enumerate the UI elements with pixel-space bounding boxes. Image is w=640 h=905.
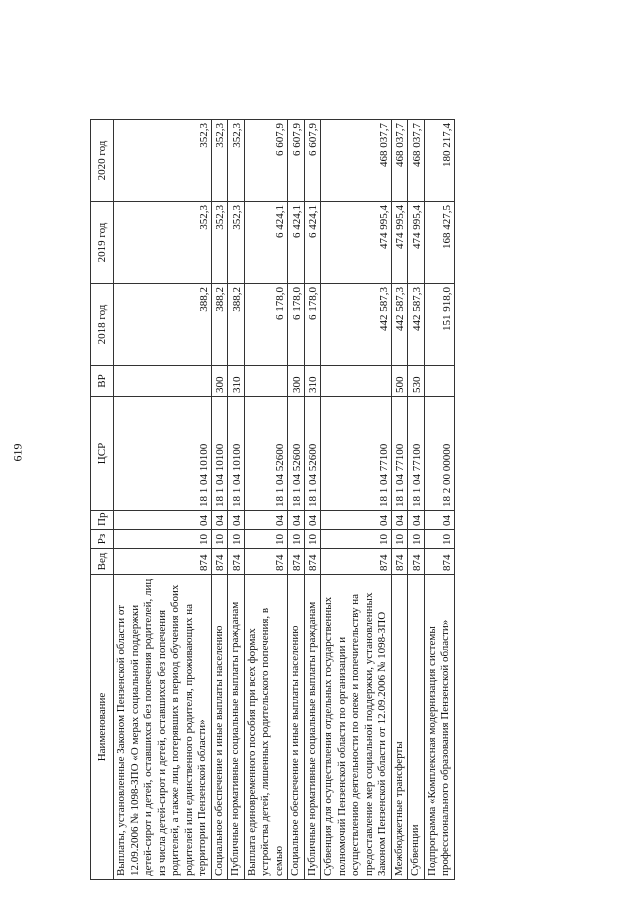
row-csr: 18 1 04 77100 — [321, 397, 392, 511]
row-value-2018: 442 587,3 — [321, 284, 392, 366]
row-name: Публичные нормативные социальные выплаты гражданам — [228, 575, 245, 880]
row-vr — [114, 366, 212, 397]
row-vr: 310 — [228, 366, 245, 397]
table-row — [228, 120, 245, 880]
row-name: Выплата единовременного пособия при всех формах устройства детей, лишенных родительского попечения, в семью — [244, 575, 288, 880]
row-name: Социальное обеспечение и иные выплаты населению — [288, 575, 305, 880]
row-vr — [424, 366, 454, 397]
row-csr: 18 1 04 77100 — [408, 397, 425, 511]
header-2020: 2020 год — [91, 120, 114, 202]
row-rz: 10 — [228, 530, 245, 549]
row-vr: 310 — [304, 366, 321, 397]
table-row — [304, 120, 321, 880]
header-name: Наименование — [91, 575, 114, 880]
row-rz: 10 — [244, 530, 288, 549]
row-pr: 04 — [321, 511, 392, 530]
header-2018: 2018 год — [91, 284, 114, 366]
header-ved: Вед — [91, 549, 114, 575]
row-ved: 874 — [391, 549, 408, 575]
row-ved: 874 — [408, 549, 425, 575]
row-value-2018: 442 587,3 — [408, 284, 425, 366]
row-vr: 500 — [391, 366, 408, 397]
row-rz: 10 — [211, 530, 228, 549]
row-value-2019: 6 424,1 — [244, 202, 288, 284]
row-name: Субвенции — [408, 575, 425, 880]
table-row — [211, 120, 228, 880]
row-value-2020: 468 037,7 — [391, 120, 408, 202]
row-value-2019: 352,3 — [228, 202, 245, 284]
row-rz: 10 — [288, 530, 305, 549]
row-value-2020: 352,3 — [211, 120, 228, 202]
row-rz: 10 — [391, 530, 408, 549]
row-name: Подпрограмма «Комплексная модернизация системы профессионального образования Пензенской области» — [424, 575, 454, 880]
row-value-2020: 468 037,7 — [321, 120, 392, 202]
row-value-2018: 388,2 — [114, 284, 212, 366]
row-csr: 18 1 04 10100 — [228, 397, 245, 511]
row-value-2019: 474 995,4 — [391, 202, 408, 284]
row-value-2019: 352,3 — [114, 202, 212, 284]
row-value-2020: 468 037,7 — [408, 120, 425, 202]
row-rz: 10 — [114, 530, 212, 549]
row-ved: 874 — [228, 549, 245, 575]
row-value-2020: 6 607,9 — [244, 120, 288, 202]
row-value-2020: 352,3 — [114, 120, 212, 202]
row-name: Публичные нормативные социальные выплаты гражданам — [304, 575, 321, 880]
row-value-2020: 352,3 — [228, 120, 245, 202]
row-value-2019: 474 995,4 — [408, 202, 425, 284]
rotated-sheet — [90, 120, 588, 880]
table-row — [288, 120, 305, 880]
table-row — [408, 120, 425, 880]
row-pr: 04 — [288, 511, 305, 530]
header-rz: Рз — [91, 530, 114, 549]
page-number: 619 — [10, 443, 25, 462]
row-rz: 10 — [321, 530, 392, 549]
row-pr: 04 — [424, 511, 454, 530]
row-value-2020: 6 607,9 — [304, 120, 321, 202]
header-2019: 2019 год — [91, 202, 114, 284]
row-ved: 874 — [211, 549, 228, 575]
row-value-2018: 6 178,0 — [244, 284, 288, 366]
row-pr: 04 — [228, 511, 245, 530]
table-row — [244, 120, 288, 880]
table-row — [321, 120, 392, 880]
row-rz: 10 — [304, 530, 321, 549]
row-value-2019: 6 424,1 — [288, 202, 305, 284]
row-name: Выплаты, установленные Законом Пензенской области от 12.09.2006 № 1098-ЗПО «О мерах социальной поддержки детей-сирот и детей, оставшихся без попечения родителей, лиц из числа детей-сирот и детей, оставшихся без попечения родителей, а также лиц, потерявших в период обучения обоих родителей или единственного родителя, проживающих на территории Пензенской области» — [114, 575, 212, 880]
table-row — [114, 120, 212, 880]
table-header-row — [91, 120, 114, 880]
row-csr: 18 2 00 00000 — [424, 397, 454, 511]
row-value-2018: 388,2 — [228, 284, 245, 366]
row-ved: 874 — [424, 549, 454, 575]
table-row — [391, 120, 408, 880]
row-value-2019: 168 427,5 — [424, 202, 454, 284]
row-name: Социальное обеспечение и иные выплаты населению — [211, 575, 228, 880]
row-value-2020: 6 607,9 — [288, 120, 305, 202]
row-rz: 10 — [408, 530, 425, 549]
row-ved: 874 — [304, 549, 321, 575]
row-pr: 04 — [408, 511, 425, 530]
row-pr: 04 — [211, 511, 228, 530]
row-csr: 18 1 04 52600 — [304, 397, 321, 511]
row-value-2018: 6 178,0 — [304, 284, 321, 366]
row-vr — [244, 366, 288, 397]
row-ved: 874 — [114, 549, 212, 575]
row-value-2019: 6 424,1 — [304, 202, 321, 284]
row-ved: 874 — [244, 549, 288, 575]
row-vr: 300 — [211, 366, 228, 397]
row-ved: 874 — [288, 549, 305, 575]
row-value-2018: 151 918,0 — [424, 284, 454, 366]
row-vr: 300 — [288, 366, 305, 397]
row-pr: 04 — [391, 511, 408, 530]
row-vr: 530 — [408, 366, 425, 397]
row-value-2019: 474 995,4 — [321, 202, 392, 284]
row-vr — [321, 366, 392, 397]
row-csr: 18 1 04 10100 — [114, 397, 212, 511]
row-value-2018: 388,2 — [211, 284, 228, 366]
header-pr: Пр — [91, 511, 114, 530]
row-pr: 04 — [304, 511, 321, 530]
row-csr: 18 1 04 52600 — [288, 397, 305, 511]
header-csr: ЦСР — [91, 397, 114, 511]
row-name: Межбюджетные трансферты — [391, 575, 408, 880]
row-csr: 18 1 04 77100 — [391, 397, 408, 511]
row-csr: 18 1 04 10100 — [211, 397, 228, 511]
row-name: Субвенция для осуществления отдельных государственных полномочий Пензенской области по организации и осуществлению деятельности по опеке и попечительству на предоставление мер социальной поддержки, установленных Законом Пензенской области от 12.09.2006 № 1098-ЗПО — [321, 575, 392, 880]
row-value-2018: 442 587,3 — [391, 284, 408, 366]
row-pr: 04 — [244, 511, 288, 530]
row-value-2019: 352,3 — [211, 202, 228, 284]
row-pr: 04 — [114, 511, 212, 530]
budget-table — [90, 119, 455, 880]
row-value-2020: 180 217,4 — [424, 120, 454, 202]
row-ved: 874 — [321, 549, 392, 575]
header-vr: ВР — [91, 366, 114, 397]
table-row — [424, 120, 454, 880]
row-rz: 10 — [424, 530, 454, 549]
row-csr: 18 1 04 52600 — [244, 397, 288, 511]
row-value-2018: 6 178,0 — [288, 284, 305, 366]
